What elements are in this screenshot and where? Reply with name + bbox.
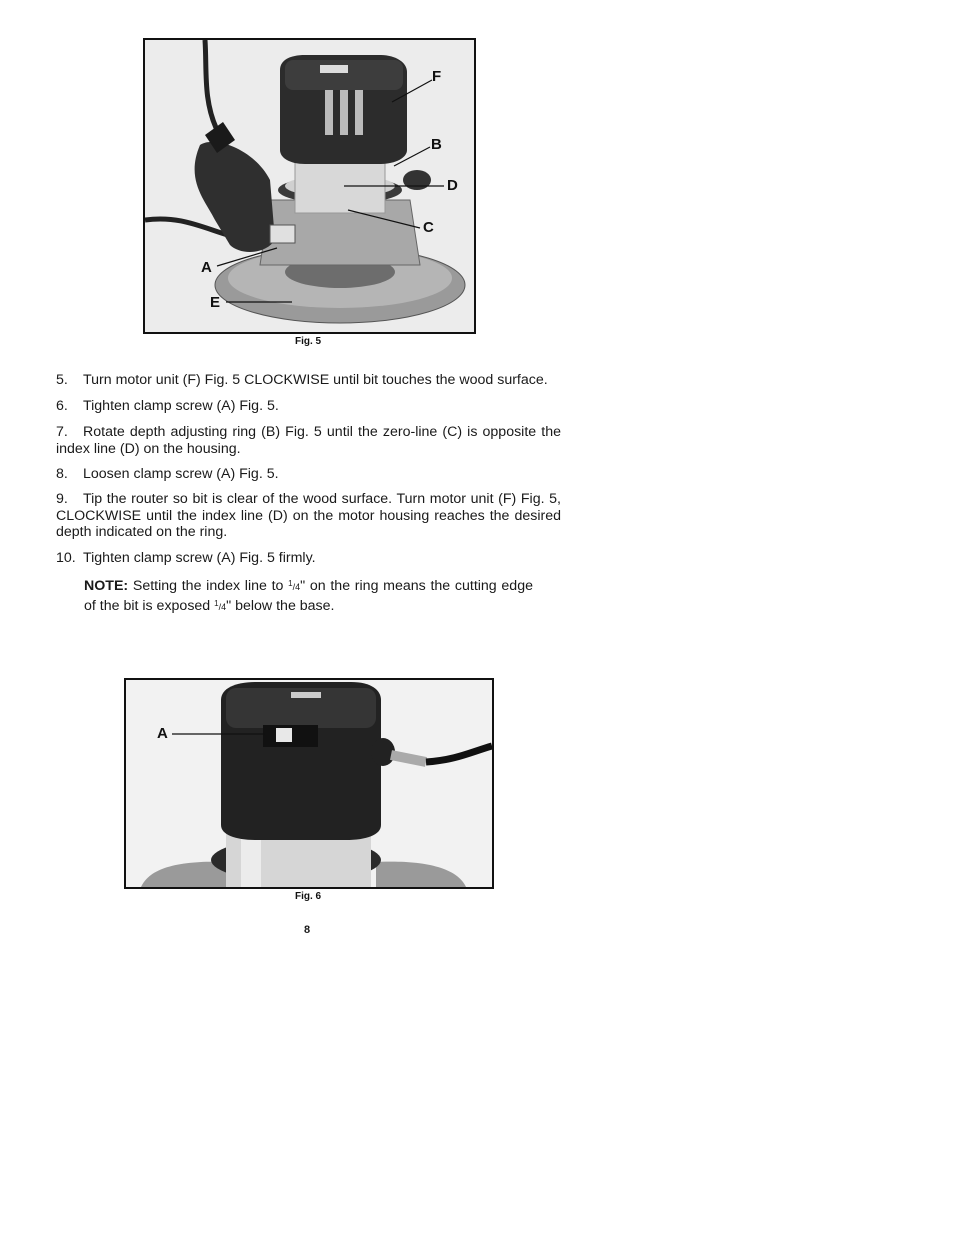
fraction-denominator: /4 xyxy=(292,582,301,592)
step-9 xyxy=(56,491,561,541)
step-5 xyxy=(56,372,561,389)
step-text: Rotate depth adjusting ring (B) Fig. 5 until the zero-line (C) is opposite the index line (D) on the housing. xyxy=(56,424,561,457)
step-number: 7. xyxy=(56,424,68,440)
step-number: 9. xyxy=(56,491,68,507)
figure-5-caption: Fig. 5 xyxy=(295,336,322,347)
router-depth-illustration xyxy=(145,40,474,332)
callout-f: F xyxy=(432,68,442,85)
fraction-denominator: /4 xyxy=(218,601,227,612)
figure-6-caption: Fig. 6 xyxy=(295,891,322,902)
callout-d: D xyxy=(447,177,458,194)
step-text: Tighten clamp screw (A) Fig. 5 firmly. xyxy=(83,550,316,566)
callout-c: C xyxy=(423,219,434,236)
step-text: Tip the router so bit is clear of the wood surface. Turn motor unit (F) Fig. 5, CLOCKWISE until the index line (D) on the motor housing reaches the desired depth indicated on the ring. xyxy=(56,491,561,540)
step-number: 8. xyxy=(56,466,68,482)
note-paragraph xyxy=(84,576,533,615)
callout-a: A xyxy=(157,725,168,742)
figure-5-photo xyxy=(143,38,476,334)
figure-6-photo xyxy=(124,678,494,889)
note-text-part2: " on the ring means the cutting edge of the bit is exposed xyxy=(84,578,533,614)
step-8 xyxy=(56,466,561,483)
step-number: 6. xyxy=(56,398,68,414)
step-text: Tighten clamp screw (A) Fig. 5. xyxy=(83,398,279,414)
step-6 xyxy=(56,398,561,415)
router-switch-illustration xyxy=(126,680,492,887)
callout-e: E xyxy=(210,294,221,311)
note-text-part1: Setting the index line to xyxy=(132,578,284,594)
step-number: 10. xyxy=(56,550,76,566)
callout-a: A xyxy=(201,259,212,276)
fraction-numerator: 1 xyxy=(288,579,293,588)
page-number: 8 xyxy=(304,924,311,936)
step-number: 5. xyxy=(56,372,68,388)
step-text: Loosen clamp screw (A) Fig. 5. xyxy=(83,466,279,482)
fraction-quarter-2 xyxy=(214,598,227,612)
step-10 xyxy=(56,550,561,567)
note-text-part3: " below the base. xyxy=(226,597,335,614)
note-label: NOTE: xyxy=(84,578,129,594)
callout-b: B xyxy=(431,136,442,153)
fraction-numerator: 1 xyxy=(214,598,219,608)
step-text: Turn motor unit (F) Fig. 5 CLOCKWISE until bit touches the wood surface. xyxy=(83,372,548,388)
step-7 xyxy=(56,424,561,457)
fraction-quarter xyxy=(288,579,301,592)
